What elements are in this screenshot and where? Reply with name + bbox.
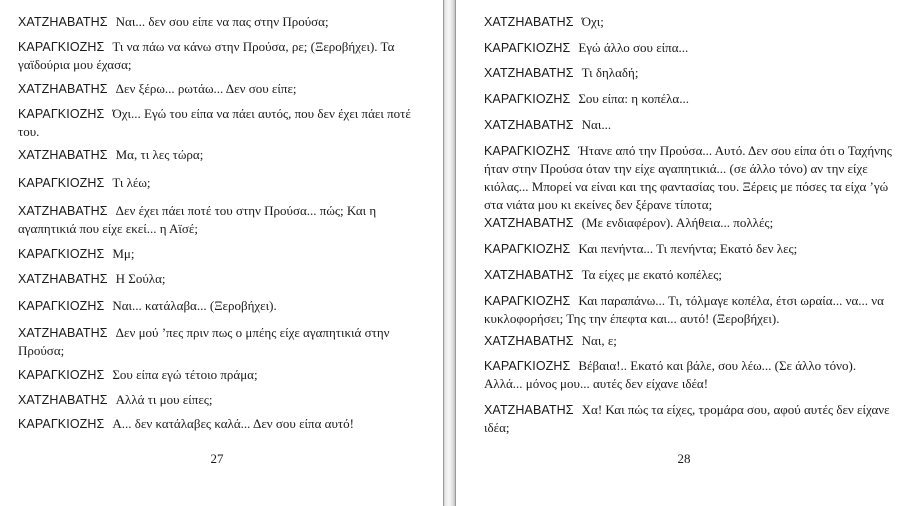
speaker-name: ΧΑΤΖΗΑΒΑΤΗΣ: [484, 268, 574, 282]
dialogue-text: Τα είχες με εκατό κοπέλες;: [581, 267, 722, 282]
dialogue-line: [484, 332, 894, 350]
speaker-name: ΧΑΤΖΗΑΒΑΤΗΣ: [18, 204, 108, 218]
dialogue-text: Εγώ άλλο σου είπα...: [578, 40, 689, 55]
speaker-name: ΧΑΤΖΗΑΒΑΤΗΣ: [18, 148, 108, 162]
speaker-name: ΚΑΡΑΓΚΙΟΖΗΣ: [18, 299, 105, 313]
dialogue-text: Μα, τι λες τώρα;: [115, 147, 204, 162]
dialogue-text: Σου είπα εγώ τέτοιο πράμα;: [112, 367, 258, 382]
speaker-name: ΧΑΤΖΗΑΒΑΤΗΣ: [18, 326, 108, 340]
dialogue-text: Αλλά τι μου είπες;: [115, 392, 213, 407]
speaker-name: ΚΑΡΑΓΚΙΟΖΗΣ: [18, 417, 105, 431]
dialogue-text: Ναι... δεν σου είπε να πας στην Προύσα;: [115, 14, 329, 29]
dialogue-text: Δεν έχει πάει ποτέ του στην Προύσα... πώς; Και η αγαπητικιά που είχε εκεί... η Αϊσέ;: [18, 203, 377, 236]
dialogue-text: Σου είπα: η κοπέλα...: [578, 91, 689, 106]
dialogue-line: [18, 245, 426, 263]
dialogue-line: [18, 146, 426, 164]
dialogue-text: Η Σούλα;: [115, 271, 166, 286]
dialogue-line: [18, 270, 426, 288]
dialogue-line: [484, 39, 894, 57]
speaker-name: ΚΑΡΑΓΚΙΟΖΗΣ: [18, 40, 105, 54]
dialogue-line: [18, 80, 426, 98]
dialogue-text: (Με ενδιαφέρον). Αλήθεια... πολλές;: [581, 215, 774, 230]
speaker-name: ΧΑΤΖΗΑΒΑΤΗΣ: [484, 334, 574, 348]
dialogue-text: Όχι... Εγώ του είπα να πάει αυτός, που δεν έχει πάει ποτέ του.: [18, 106, 411, 139]
speaker-name: ΚΑΡΑΓΚΙΟΖΗΣ: [484, 41, 571, 55]
dialogue-text: Ήτανε από την Προύσα... Αυτό. Δεν σου είπα ότι ο Ταχήνης ήταν στην Προύσα όταν την είχε αγαπητικιά... (σε άλλο τόνο) αν την είχε κιόλας... Μπορεί να είναι και της φαντασίας του. Ξέρεις με πόσες τα είχα ’γώ στα νιάτα μου κι εκείνες δεν ξέρανε τίποτα;: [484, 143, 892, 212]
dialogue-text: Χα! Και πώς τα είχες, τρομάρα σου, αφού αυτές δεν είχανε ιδέα;: [484, 402, 890, 435]
dialogue-line: [18, 297, 426, 315]
speaker-name: ΧΑΤΖΗΑΒΑΤΗΣ: [484, 118, 574, 132]
dialogue-text: Τι λέω;: [112, 175, 151, 190]
dialogue-line: [484, 292, 894, 328]
speaker-name: ΧΑΤΖΗΑΒΑΤΗΣ: [18, 15, 108, 29]
page-number: 28: [677, 451, 691, 466]
dialogue-text: Δεν μού ’πες πριν πως ο μπέης είχε αγαπητικιά στην Προύσα;: [18, 325, 390, 358]
dialogue-line: [484, 13, 894, 31]
speaker-name: ΧΑΤΖΗΑΒΑΤΗΣ: [484, 15, 574, 29]
speaker-name: ΧΑΤΖΗΑΒΑΤΗΣ: [484, 216, 574, 230]
dialogue-line: [484, 64, 894, 82]
left-page: [0, 0, 443, 506]
dialogue-line: [484, 142, 894, 214]
speaker-name: ΧΑΤΖΗΑΒΑΤΗΣ: [484, 403, 574, 417]
dialogue-text: Ναι, ε;: [581, 333, 617, 348]
speaker-name: ΚΑΡΑΓΚΙΟΖΗΣ: [18, 247, 105, 261]
dialogue-text: Βέβαια!.. Εκατό και βάλε, σου λέω... (Σε άλλο τόνο). Αλλά... μόνος μου... αυτές δεν είχανε ιδέα!: [484, 358, 857, 391]
speaker-name: ΚΑΡΑΓΚΙΟΖΗΣ: [484, 92, 571, 106]
speaker-name: ΚΑΡΑΓΚΙΟΖΗΣ: [484, 359, 571, 373]
speaker-name: ΚΑΡΑΓΚΙΟΖΗΣ: [484, 294, 571, 308]
dialogue-line: [484, 357, 894, 393]
dialogue-text: Ναι...: [581, 117, 612, 132]
dialogue-line: [18, 324, 426, 360]
dialogue-text: Α... δεν κατάλαβες καλά... Δεν σου είπα αυτό!: [112, 416, 354, 431]
dialogue-line: [18, 391, 426, 409]
dialogue-line: [18, 13, 426, 31]
speaker-name: ΚΑΡΑΓΚΙΟΖΗΣ: [484, 144, 571, 158]
dialogue-line: [18, 174, 426, 192]
dialogue-line: [484, 90, 894, 108]
dialogue-line: [484, 401, 894, 437]
book-gutter: [443, 0, 456, 506]
dialogue-line: [484, 214, 894, 232]
dialogue-line: [18, 38, 426, 74]
dialogue-text: Όχι;: [581, 14, 604, 29]
dialogue-text: Μμ;: [112, 246, 135, 261]
speaker-name: ΚΑΡΑΓΚΙΟΖΗΣ: [18, 107, 105, 121]
dialogue-line: [18, 366, 426, 384]
speaker-name: ΧΑΤΖΗΑΒΑΤΗΣ: [18, 82, 108, 96]
dialogue-text: Και παραπάνω... Τι, τόλμαγε κοπέλα, έτσι ωραία... να... να κυκλοφορήσει; Της την έπεφτα και... αυτό! (Ξεροβήχει).: [484, 293, 884, 326]
dialogue-line: [18, 415, 426, 433]
dialogue-text: Τι δηλαδή;: [581, 65, 639, 80]
dialogue-line: [18, 202, 426, 238]
dialogue-line: [484, 116, 894, 134]
dialogue-line: [484, 266, 894, 284]
right-page: [456, 0, 901, 506]
speaker-name: ΧΑΤΖΗΑΒΑΤΗΣ: [484, 66, 574, 80]
dialogue-line: [484, 240, 894, 258]
dialogue-text: Και πενήντα... Τι πενήντα; Εκατό δεν λες;: [578, 241, 798, 256]
speaker-name: ΚΑΡΑΓΚΙΟΖΗΣ: [484, 242, 571, 256]
dialogue-text: Δεν ξέρω... ρωτάω... Δεν σου είπε;: [115, 81, 297, 96]
dialogue-line: [18, 105, 426, 141]
speaker-name: ΚΑΡΑΓΚΙΟΖΗΣ: [18, 176, 105, 190]
page-number: 27: [210, 451, 224, 466]
speaker-name: ΧΑΤΖΗΑΒΑΤΗΣ: [18, 272, 108, 286]
speaker-name: ΚΑΡΑΓΚΙΟΖΗΣ: [18, 368, 105, 382]
dialogue-text: Ναι... κατάλαβα... (Ξεροβήχει).: [112, 298, 277, 313]
speaker-name: ΧΑΤΖΗΑΒΑΤΗΣ: [18, 393, 108, 407]
dialogue-text: Τι να πάω να κάνω στην Προύσα, ρε; (Ξεροβήχει). Τα γαϊδούρια μου έχασα;: [18, 39, 395, 72]
